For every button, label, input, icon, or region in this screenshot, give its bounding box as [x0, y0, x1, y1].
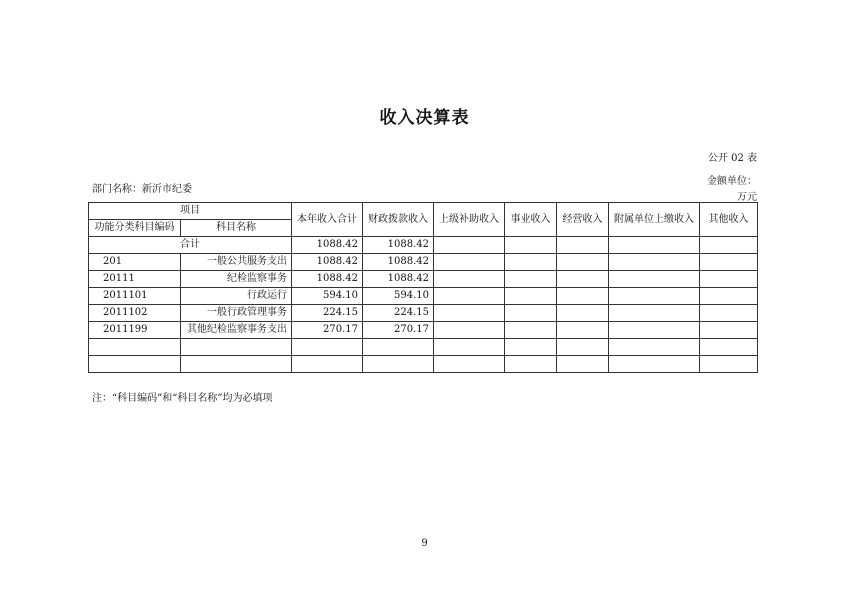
- cell-empty: [557, 339, 609, 356]
- cell-empty: [181, 339, 292, 356]
- header-total: 本年收入合计: [292, 203, 363, 237]
- cell-empty: [505, 254, 557, 271]
- cell-empty: [700, 288, 758, 305]
- table-row: [89, 271, 758, 288]
- cell-empty: [609, 237, 700, 254]
- cell-fiscal: 270.17: [363, 322, 434, 339]
- cell-name: 一般公共服务支出: [181, 254, 292, 271]
- form-number: 公开 02 表: [707, 153, 757, 164]
- table-row: [89, 322, 758, 339]
- cell-fiscal: 224.15: [363, 305, 434, 322]
- table-row-blank: [89, 356, 758, 373]
- income-table: [88, 202, 758, 373]
- cell-empty: [557, 305, 609, 322]
- cell-empty: [505, 288, 557, 305]
- cell-total: 224.15: [292, 305, 363, 322]
- cell-code: 201: [89, 254, 181, 271]
- cell-empty: [505, 305, 557, 322]
- cell-empty: [609, 356, 700, 373]
- cell-empty: [700, 322, 758, 339]
- cell-empty: [557, 237, 609, 254]
- cell-empty: [363, 339, 434, 356]
- cell-empty: [434, 322, 505, 339]
- cell-empty: [609, 271, 700, 288]
- cell-empty: [89, 356, 181, 373]
- cell-total: 594.10: [292, 288, 363, 305]
- cell-total: 1088.42: [292, 254, 363, 271]
- cell-empty: [434, 254, 505, 271]
- cell-empty: [700, 237, 758, 254]
- cell-empty: [89, 339, 181, 356]
- cell-code: 2011199: [89, 322, 181, 339]
- cell-empty: [609, 339, 700, 356]
- cell-empty: [505, 237, 557, 254]
- cell-fiscal: 1088.42: [363, 254, 434, 271]
- cell-empty: [434, 356, 505, 373]
- cell-empty: [434, 237, 505, 254]
- cell-name: 其他纪检监察事务支出: [181, 322, 292, 339]
- cell-empty: [557, 271, 609, 288]
- header-business: 事业收入: [505, 203, 557, 237]
- cell-empty: [434, 288, 505, 305]
- cell-code: 2011102: [89, 305, 181, 322]
- cell-empty: [609, 322, 700, 339]
- footnote: 注：“科目编码”和“科目名称”均为必填项: [92, 393, 273, 404]
- header-fiscal: 财政拨款收入: [363, 203, 434, 237]
- cell-fiscal: 1088.42: [363, 271, 434, 288]
- cell-code: 2011101: [89, 288, 181, 305]
- cell-empty: [181, 356, 292, 373]
- cell-empty: [434, 339, 505, 356]
- cell-name: 一般行政管理事务: [181, 305, 292, 322]
- cell-total: 270.17: [292, 322, 363, 339]
- cell-name: 纪检监察事务: [181, 271, 292, 288]
- header-other: 其他收入: [700, 203, 758, 237]
- cell-empty: [700, 305, 758, 322]
- header-code: 功能分类科目编码: [89, 220, 181, 237]
- table-row: [89, 288, 758, 305]
- cell-empty: [505, 322, 557, 339]
- cell-name: 行政运行: [181, 288, 292, 305]
- cell-fiscal: 594.10: [363, 288, 434, 305]
- cell-empty: [609, 254, 700, 271]
- cell-empty: [557, 254, 609, 271]
- cell-total: 1088.42: [292, 271, 363, 288]
- page-title: 收入决算表: [379, 108, 470, 128]
- cell-empty: [292, 356, 363, 373]
- header-subsidiary: 附属单位上缴收入: [609, 203, 700, 237]
- cell-empty: [505, 356, 557, 373]
- cell-empty: [505, 271, 557, 288]
- table-row-total: [89, 237, 758, 254]
- cell-code: 20111: [89, 271, 181, 288]
- header-superior: 上级补助收入: [434, 203, 505, 237]
- cell-empty: [609, 305, 700, 322]
- unit-value: 万元: [737, 192, 757, 203]
- cell-empty: [434, 305, 505, 322]
- header-project: 项目: [89, 203, 292, 220]
- cell-empty: [609, 288, 700, 305]
- cell-empty: [363, 356, 434, 373]
- table-row: [89, 254, 758, 271]
- cell-empty: [700, 339, 758, 356]
- cell-empty: [700, 271, 758, 288]
- unit-label: 金额单位：: [707, 176, 757, 187]
- page-number: 9: [421, 538, 428, 549]
- table-row-blank: [89, 339, 758, 356]
- total-label: 合计: [89, 237, 292, 254]
- table-row: [89, 305, 758, 322]
- header-name: 科目名称: [181, 220, 292, 237]
- cell-empty: [557, 288, 609, 305]
- cell-empty: [434, 271, 505, 288]
- cell-empty: [292, 339, 363, 356]
- cell-empty: [557, 322, 609, 339]
- header-operating: 经营收入: [557, 203, 609, 237]
- cell-empty: [700, 254, 758, 271]
- cell-empty: [700, 356, 758, 373]
- cell-fiscal: 1088.42: [363, 237, 434, 254]
- cell-total: 1088.42: [292, 237, 363, 254]
- department-name: 部门名称：新沂市纪委: [92, 184, 192, 195]
- cell-empty: [557, 356, 609, 373]
- cell-empty: [505, 339, 557, 356]
